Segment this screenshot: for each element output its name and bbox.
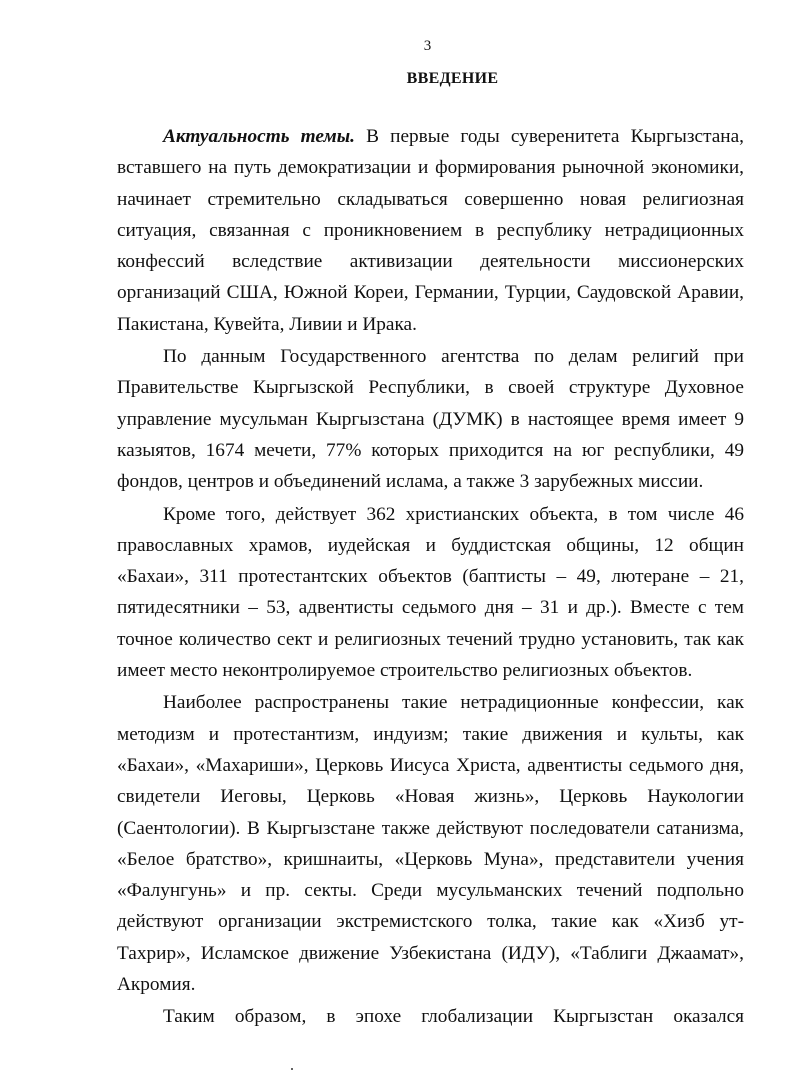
page-number: 3 (423, 38, 432, 54)
body-text (117, 121, 744, 1033)
paragraph-confessions: Наиболее распространены такие нетрадиционные конфессии, как методизм и протестантизм, индуизм; такие движения и культы, как «Бахаи», «Махариши», Церковь Иисуса Христа, адвентисты седьмого дня, свидетели Иеговы, Церковь «Новая жизнь», Церковь Наукологии (Саентологии). В Кыргызстане также действуют последователи сатанизма, «Белое братство», кришнаиты, «Церковь Муна», представители учения «Фалунгунь» и пр. секты. Среди мусульманских течений подпольно действуют организации экстремистского толка, такие как «Хизб ут-Тахрир», Исламское движение Узбекистана (ИДУ), «Таблиги Джаамат», Акромия. (117, 692, 744, 996)
section-heading: ВВЕДЕНИЕ (406, 70, 499, 87)
paragraph-text: В первые годы суверенитета Кыргызстана, вставшего на путь демократизации и формирования рыночной экономики, начинает стремительно складываться совершенно новая религиозная ситуация, связанная с проникновением в республику нетрадиционных конфессий вследствие активизации деятельности миссионерских организаций США, Южной Кореи, Германии, Турции, Саудовской Аравии, Пакистана, Кувейта, Ливии и Ирака. (117, 126, 744, 335)
paragraph-statistics: По данным Государственного агентства по делам религий при Правительстве Кыргызской Республики, в своей структуре Духовное управление мусульман Кыргызстана (ДУМК) в настоящее время имеет 9 казыятов, 1674 мечети, 77% которых приходится на юг республики, 49 фондов, центров и объединений ислама, а также 3 зарубежных миссии. (117, 346, 744, 493)
paragraph-christian-objects: Кроме того, действует 362 христианских объекта, в том числе 46 православных храмов, иудейская и буддистская общины, 12 общин «Бахаи», 311 протестантских объектов (баптисты – 49, лютеране – 21, пятидесятники – 53, адвентисты седьмого дня – 31 и др.). Вместе с тем точное количество сект и религиозных течений трудно установить, так как имеет место неконтролируемое строительство религиозных объектов. (117, 503, 744, 682)
paragraph-conclusion: Таким образом, в эпохе глобализации Кыргызстан оказался (163, 1006, 744, 1028)
paragraph-relevance (117, 121, 744, 340)
scan-speck (291, 1068, 293, 1070)
relevance-lead: Актуальность темы. (163, 126, 355, 147)
